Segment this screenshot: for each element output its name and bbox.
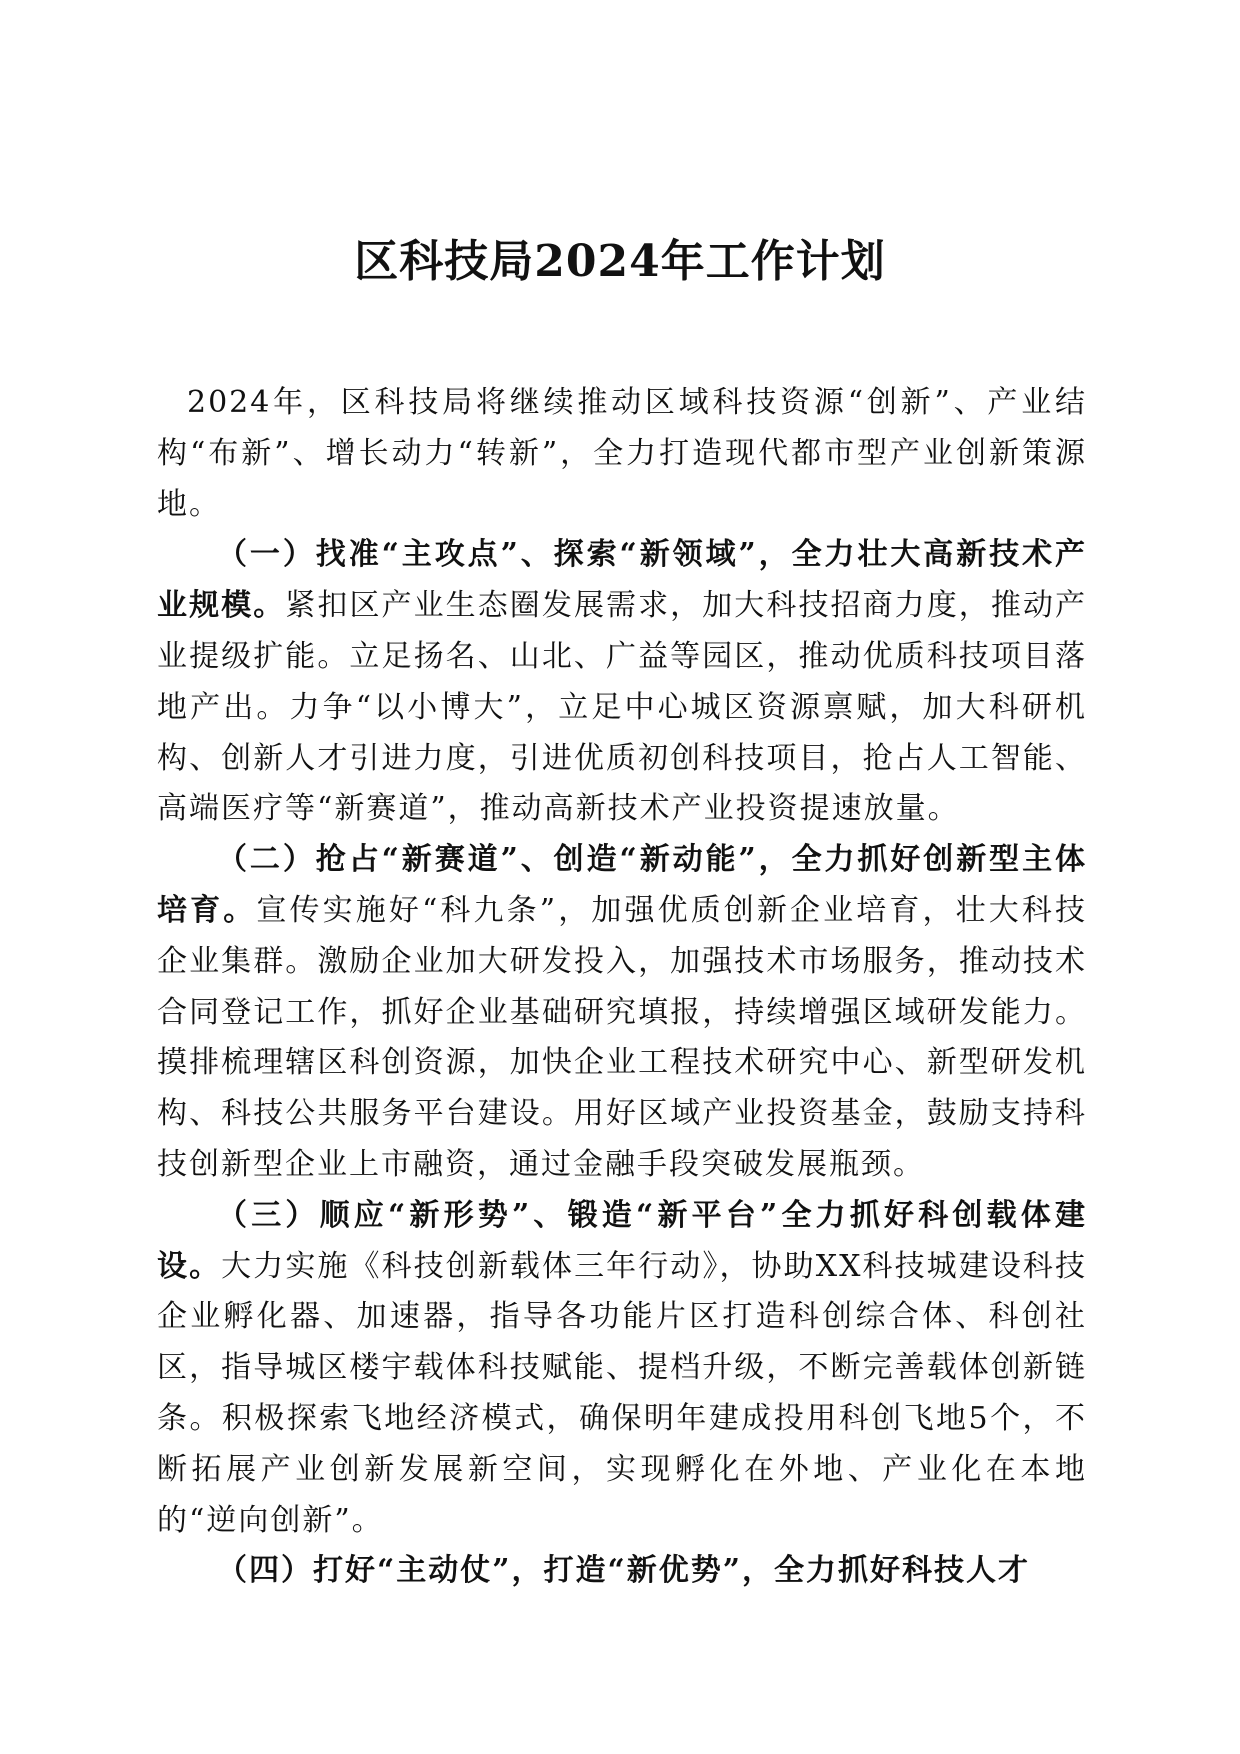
section-3-body: 大力实施《科技创新载体三年行动》，协助XX科技城建设科技企业孵化器、加速器，指导各功能片区打造科创综合体、科创社区，指导城区楼宇载体科技赋能、提档升级，不断完善载体创新链条。积极探索飞地经济模式，确保明年建成投用科创飞地5个，不断拓展产业创新发展新空间，实现孵化在外地、产业化在本地的“逆向创新”。 xyxy=(157,1248,1088,1538)
section-1-paragraph xyxy=(157,530,1087,835)
section-3-paragraph xyxy=(157,1191,1087,1547)
document-title: 区科技局2024年工作计划 xyxy=(354,236,886,287)
section-4-paragraph xyxy=(157,1546,1087,1597)
section-1-heading: （一）找准“主攻点”、探索“新领域”，全力壮大高新技术产业规模。 xyxy=(157,537,1087,624)
section-4-heading: （四）打好“主动仗”，打造“新优势”，全力抓好科技人才 xyxy=(217,1553,1031,1589)
document-body xyxy=(157,378,1087,1597)
section-2-paragraph xyxy=(157,835,1087,1191)
section-1-body: 紧扣区产业生态圈发展需求，加大科技招商力度，推动产业提级扩能。立足扬名、山北、广益等园区，推动优质科技项目落地产出。力争“以小博大”，立足中心城区资源禀赋，加大科研机构、创新人才引进力度，引进优质初创科技项目，抢占人工智能、高端医疗等“新赛道”，推动高新技术产业投资提速放量。 xyxy=(157,588,1088,827)
section-2-heading: （二）抢占“新赛道”、创造“新动能”，全力抓好创新型主体培育。 xyxy=(157,842,1087,928)
section-3-heading: （三）顺应“新形势”、锻造“新平台”全力抓好科创载体建设。 xyxy=(157,1197,1087,1284)
section-2-body: 宣传实施好“科九条”，加强优质创新企业培育，壮大科技企业集群。激励企业加大研发投入，加强技术市场服务，推动技术合同登记工作，抓好企业基础研究填报，持续增强区域研发能力。摸排梳理辖区科创资源，加快企业工程技术研究中心、新型研发机构、科技公共服务平台建设。用好区域产业投资基金，鼓励支持科技创新型企业上市融资，通过金融手段突破发展瓶颈。 xyxy=(157,892,1087,1182)
intro-paragraph: 2024年，区科技局将继续推动区域科技资源“创新”、产业结构“布新”、增长动力“转新”，全力打造现代都市型产业创新策源地。 xyxy=(157,385,1087,522)
